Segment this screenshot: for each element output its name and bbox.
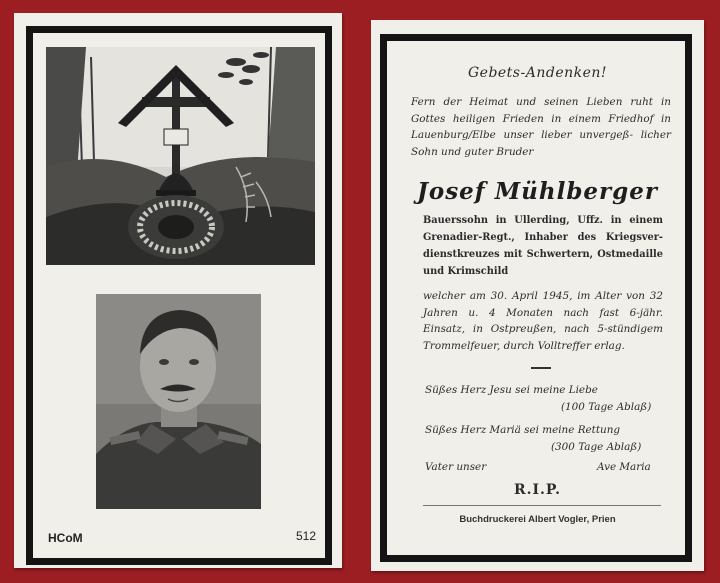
prayer-our-father: Vater unser — [425, 461, 487, 473]
prayer-mary-indulgence: (300 Tage Ablaß) — [551, 441, 642, 453]
memorial-card-back — [371, 20, 704, 571]
soldier-portrait — [96, 294, 261, 509]
divider — [531, 367, 551, 369]
prayer-jesus: Süßes Herz Jesu sei meine Liebe — [425, 384, 598, 396]
rip-text: R.I.P. — [513, 482, 561, 498]
prayer-jesus-indulgence: (100 Tage Ablaß) — [561, 401, 652, 413]
biography-text: Bauerssohn in Ullerding, Uffz. in einem Grenadier-Regt., Inhaber des Kriegsver- dienstkreuzes mit Schwertern, Ostmedaille und Krimschild — [423, 215, 663, 277]
printer-divider — [423, 505, 661, 506]
prayer-ave-maria: Ave Maria — [597, 461, 651, 473]
card-number: 512 — [296, 529, 317, 543]
deceased-name: Josef Mühlberger — [416, 178, 658, 205]
card-heading: Gebets-Andenken! — [467, 65, 608, 81]
prayer-mary: Süßes Herz Mariä sei meine Rettung — [425, 424, 621, 436]
code-label: HCoM — [48, 531, 83, 545]
memorial-card-front — [14, 13, 342, 568]
intro-text: Fern der Heimat und seinen Lieben ruht in Gottes heiligen Frieden in einem Friedhof in Lauenburg/Elbe unser lieber unvergeß- licher Sohn und guter Bruder — [411, 96, 671, 158]
death-text: welcher am 30. April 1945, im Alter von 32 Jahren u. 4 Monaten nach fast 6-jähr. Einsatz, in Ostpreußen, nach 5-stündigem Trommelfeuer, durch Volltreffer erlag. — [423, 290, 663, 352]
grave-illustration — [46, 47, 315, 265]
printer-credit: Buchdruckerei Albert Vogler, Prien — [459, 514, 616, 525]
